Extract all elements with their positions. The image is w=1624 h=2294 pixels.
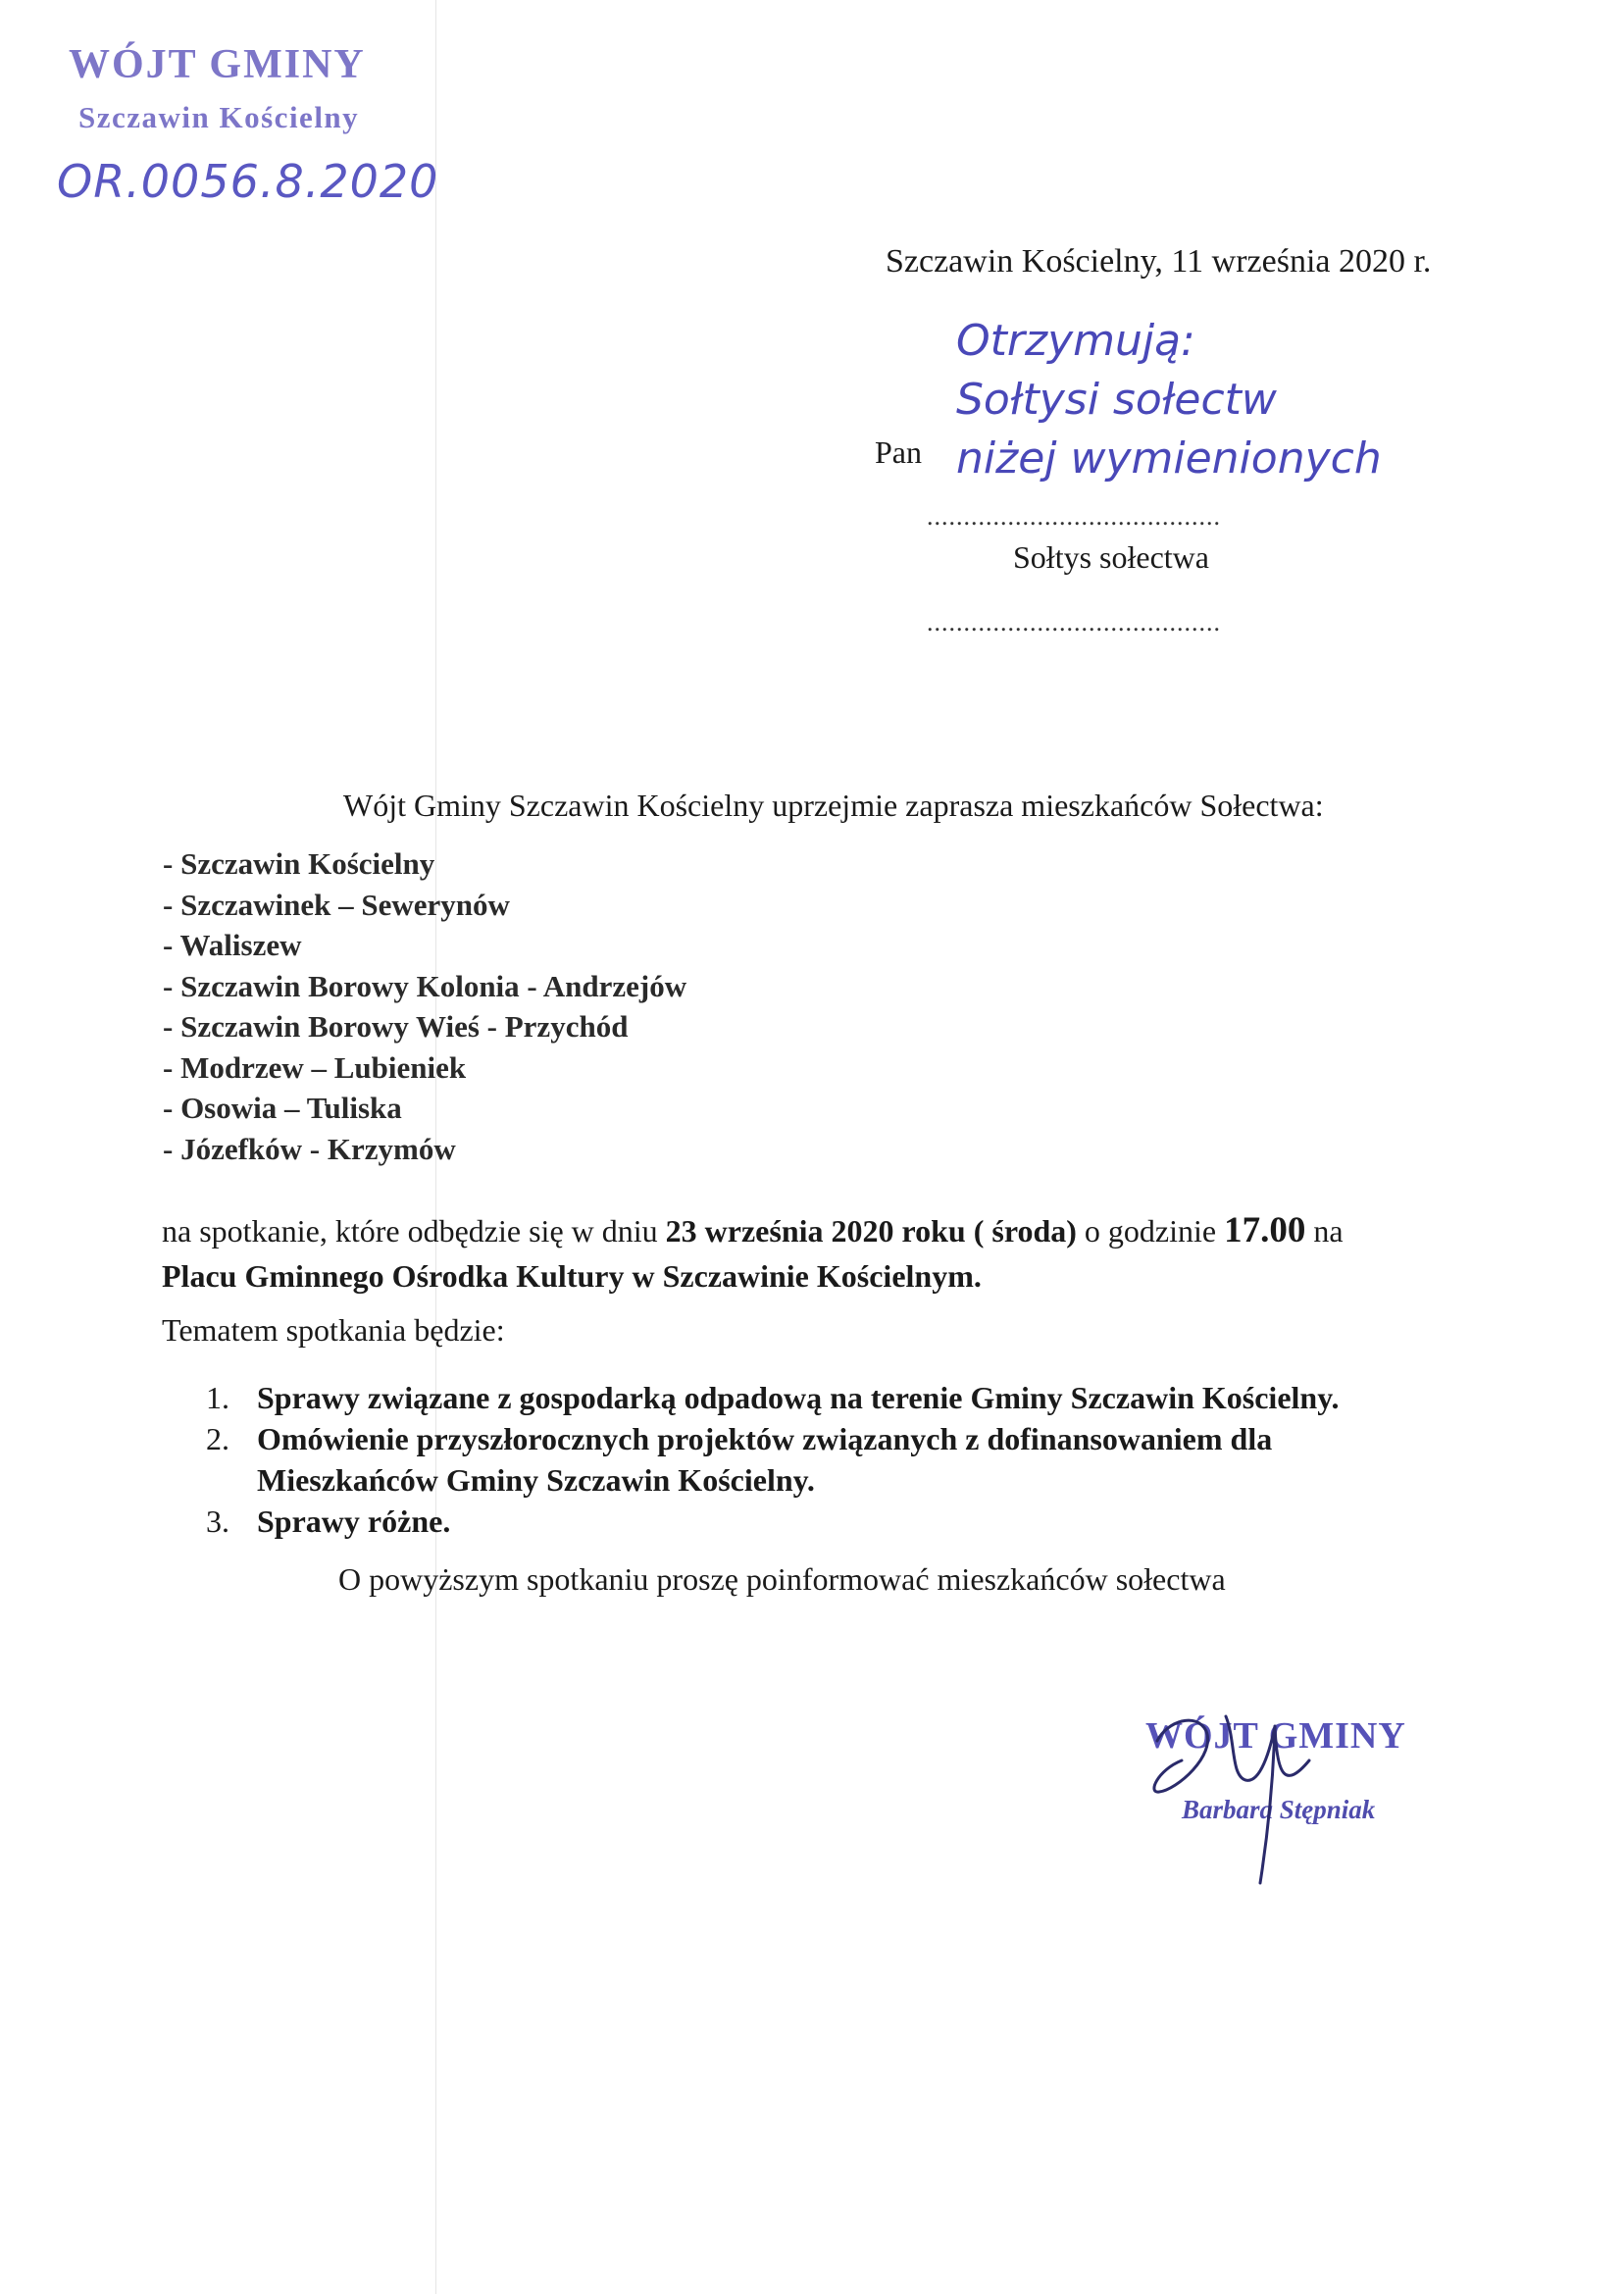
topic-text: Sprawy związane z gospodarką odpadową na terenie Gminy Szczawin Kościelny.	[257, 1380, 1340, 1415]
handwritten-line: niżej wymienionych	[956, 433, 1382, 484]
handwritten-signature	[1138, 1682, 1363, 1898]
meeting-date: 23 września 2020 roku ( środa)	[665, 1213, 1077, 1249]
handwritten-recipient	[956, 312, 1382, 488]
list-item: - Modrzew – Lubieniek	[163, 1049, 467, 1085]
list-item	[206, 1377, 1432, 1418]
list-item: - Waliszew	[163, 928, 302, 962]
meeting-place: Placu Gminnego Ośrodka Kultury w Szczawinie Kościelnym.	[162, 1258, 982, 1294]
village-list	[163, 843, 686, 1169]
list-item: - Szczawinek – Sewerynów	[163, 887, 510, 922]
meeting-text: na spotkanie, które odbędzie się w dniu	[162, 1213, 666, 1249]
office-stamp-municipality: Szczawin Kościelny	[78, 100, 360, 134]
handwritten-line: Sołtysi sołectw	[956, 375, 1277, 425]
date-line: Szczawin Kościelny, 11 września 2020 r.	[886, 243, 1432, 280]
list-item: - Szczawin Kościelny	[163, 846, 435, 881]
recipient-label: Sołtys sołectwa	[1013, 539, 1209, 575]
topic-number: 2.	[206, 1421, 229, 1456]
list-item	[206, 1501, 1432, 1542]
handwritten-reference-number: OR.0056.8.2020	[57, 155, 439, 208]
topic-text: Sprawy różne.	[257, 1504, 451, 1539]
signature-stamp-title: WÓJT GMINY	[1145, 1715, 1406, 1757]
signature-name: Barbara Stępniak	[1182, 1795, 1376, 1824]
topic-number: 1.	[206, 1380, 229, 1415]
meeting-time: 17.00	[1224, 1210, 1306, 1250]
recipient-dotted-line: ........................................	[927, 502, 1221, 531]
topics-intro: Tematem spotkania będzie:	[162, 1312, 505, 1348]
topic-number: 3.	[206, 1504, 229, 1539]
meeting-text: na	[1305, 1213, 1344, 1249]
recipient-dotted-line-2: ........................................	[927, 608, 1221, 637]
topic-text: Omówienie przyszłorocznych projektów związanych z dofinansowaniem dla Mieszkańców Gminy Szczawin Kościelny.	[257, 1421, 1273, 1498]
list-item: - Osowia – Tuliska	[163, 1091, 402, 1125]
meeting-text: o godzinie	[1076, 1213, 1225, 1249]
list-item: - Szczawin Borowy Wieś - Przychód	[163, 1009, 629, 1044]
list-item	[206, 1418, 1432, 1501]
office-stamp-title: WÓJT GMINY	[69, 42, 366, 87]
closing-sentence: O powyższym spotkaniu proszę poinformować mieszkańców sołectwa	[338, 1561, 1226, 1597]
meeting-paragraph	[162, 1208, 1437, 1299]
list-item: - Józefków - Krzymów	[163, 1131, 456, 1166]
recipient-prefix: Pan	[875, 434, 922, 470]
topics-list	[206, 1377, 1432, 1542]
handwritten-line: Otrzymują:	[956, 316, 1195, 366]
invitation-intro: Wójt Gminy Szczawin Kościelny uprzejmie zaprasza mieszkańców Sołectwa:	[343, 788, 1324, 823]
list-item: - Szczawin Borowy Kolonia - Andrzejów	[163, 968, 687, 1003]
